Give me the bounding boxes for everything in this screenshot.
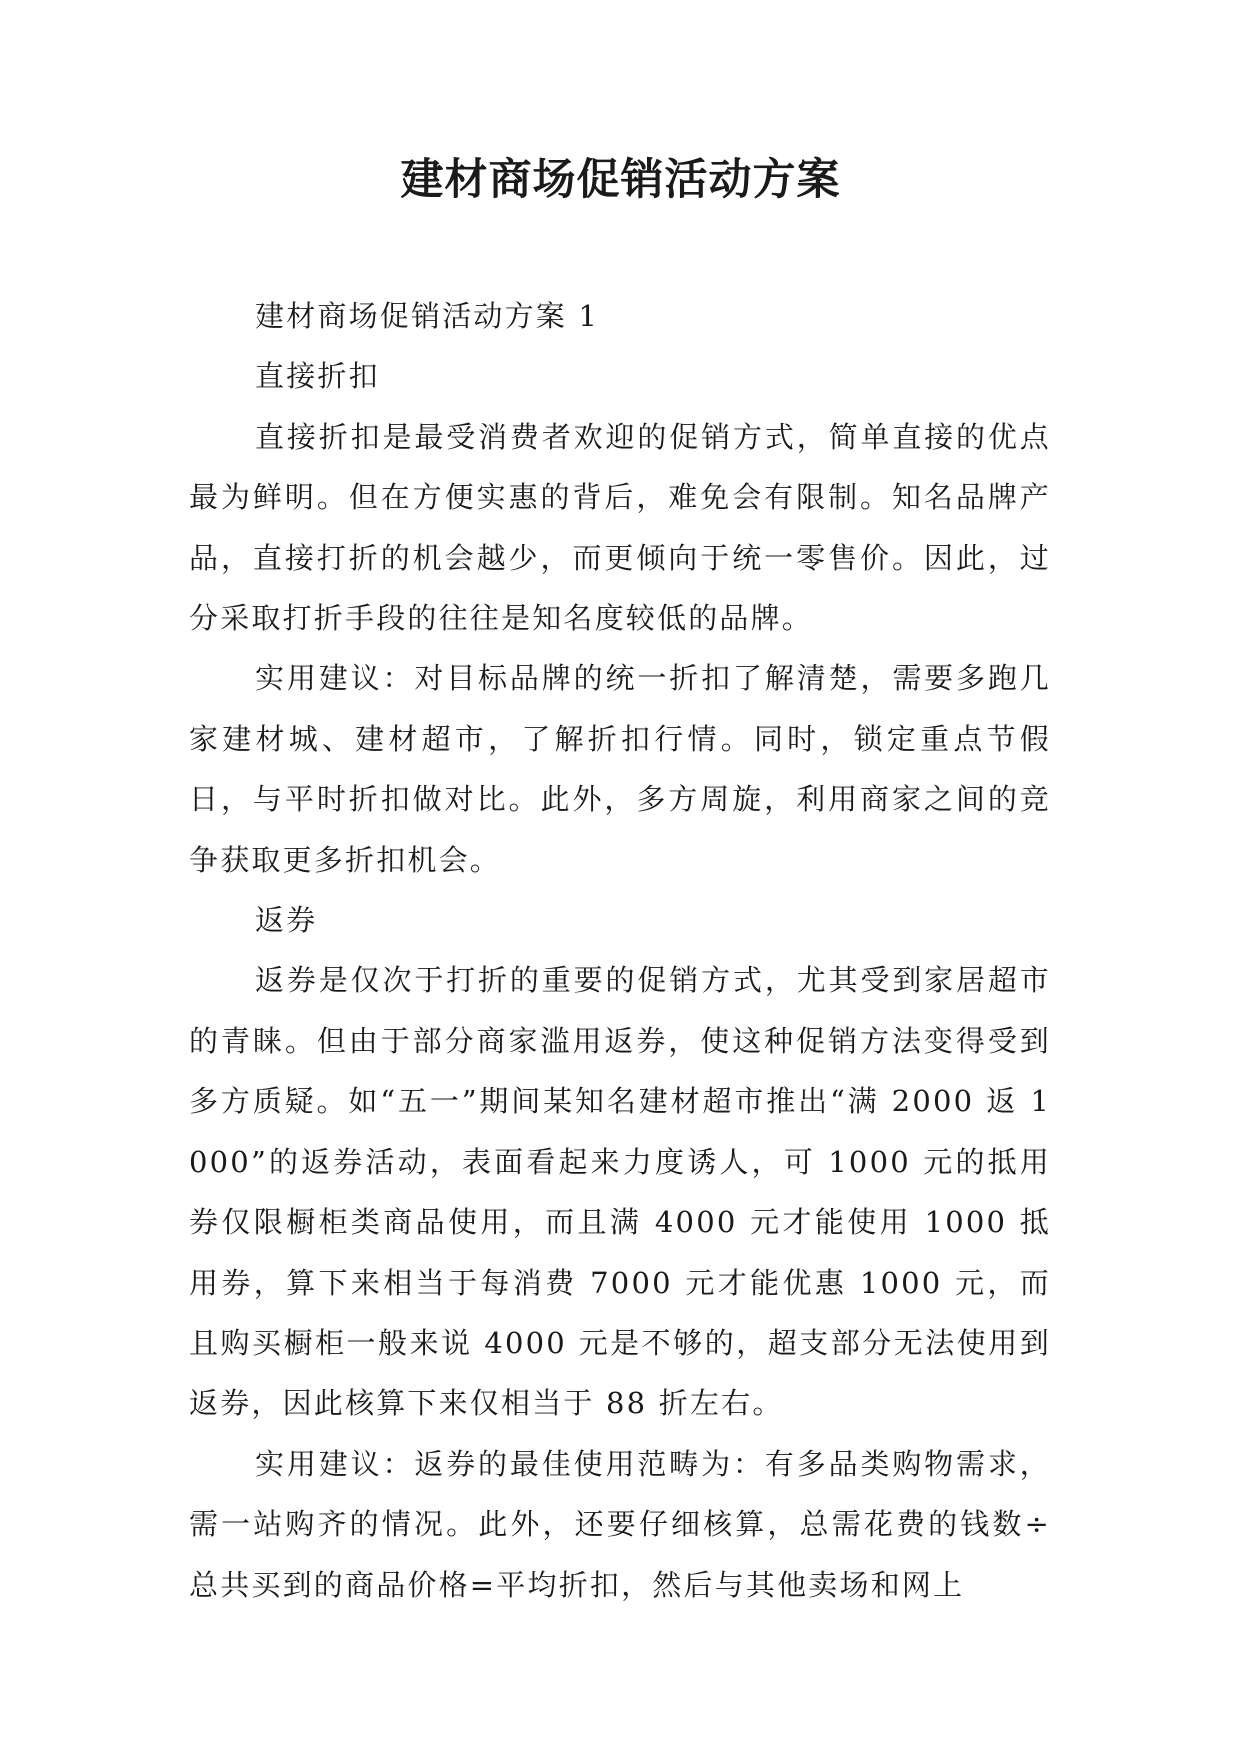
document-body [189, 286, 1051, 1615]
paragraph: 实用建议：返券的最佳使用范畴为：有多品类购物需求，需一站购齐的情况。此外，还要仔细核算，总需花费的钱数÷总共买到的商品价格=平均折扣，然后与其他卖场和网上 [189, 1446, 1051, 1602]
paragraph: 实用建议：对目标品牌的统一折扣了解清楚，需要多跑几家建材城、建材超市，了解折扣行情。同时，锁定重点节假日，与平时折扣做对比。此外，多方周旋，利用商家之间的竞争获取更多折扣机会。 [189, 661, 1051, 877]
section-heading: 建材商场促销活动方案 1 [255, 299, 600, 333]
paragraph: 返券是仅次于打折的重要的促销方式，尤其受到家居超市的青睐。但由于部分商家滥用返券，使这种促销方法变得受到多方质疑。如“五一”期间某知名建材超市推出“满 2000 返 1000”的返券活动，表面看起来力度诱人，可 1000 元的抵用券仅限橱柜类商品使用，而且满 4000 元才能使用 1000 抵用券，算下来相当于每消费 7000 元才能优惠 1000 元，而且购买橱柜一般来说 4000 元是不够的，超支部分无法使用到返券，因此核算下来仅相当于 88 折左右。 [189, 963, 1051, 1421]
subheading-coupon: 返券 [255, 903, 318, 938]
paragraph: 直接折扣是最受消费者欢迎的促销方式，简单直接的优点最为鲜明。但在方便实惠的背后，难免会有限制。知名品牌产品，直接打折的机会越少，而更倾向于统一零售价。因此，过分采取打折手段的往往是知名度较低的品牌。 [189, 419, 1051, 636]
document-title: 建材商场促销活动方案 [400, 155, 841, 205]
subheading-direct-discount: 直接折扣 [255, 359, 380, 394]
